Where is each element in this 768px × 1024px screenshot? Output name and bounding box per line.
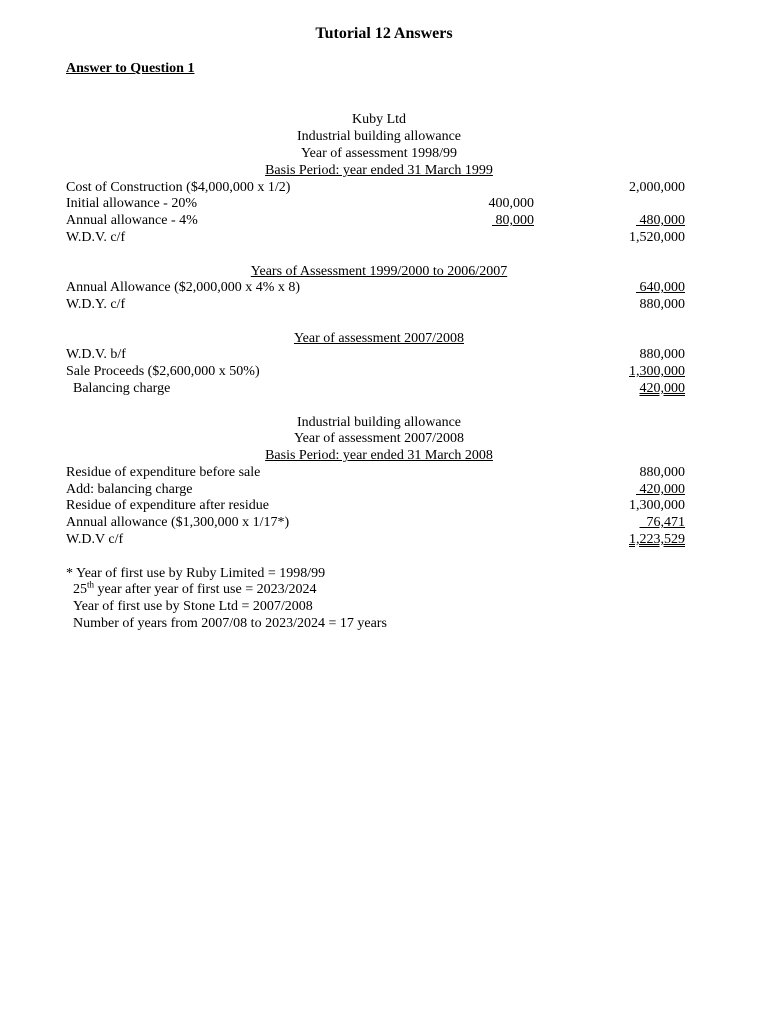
table-row xyxy=(0,212,768,229)
section3-heading-line xyxy=(0,330,768,347)
row-right-value: 420,000 xyxy=(636,482,685,497)
table-row xyxy=(0,179,768,196)
section1-subheading: Industrial building allowance xyxy=(296,129,462,144)
table-row xyxy=(0,514,768,531)
table-row xyxy=(0,195,768,212)
row-right-value: 480,000 xyxy=(636,213,685,228)
section4-year: Year of assessment 2007/2008 xyxy=(293,431,465,446)
row-label: Balancing charge xyxy=(73,381,171,396)
table-row xyxy=(0,363,768,380)
section1-year: Year of assessment 1998/99 xyxy=(300,146,458,161)
row-label: W.D.V. c/f xyxy=(66,230,126,245)
row-right-value: 1,223,529 xyxy=(629,532,685,547)
section2-heading: Years of Assessment 1999/2000 to 2006/2007 xyxy=(250,264,508,279)
section4-basis: Basis Period: year ended 31 March 2008 xyxy=(265,448,493,463)
row-right-value: 880,000 xyxy=(639,297,685,312)
question-heading: Answer to Question 1 xyxy=(66,61,195,76)
note-text: Year of first use by Stone Ltd = 2007/2008 xyxy=(73,599,313,614)
note-superscript: th xyxy=(87,579,95,590)
row-label: Annual allowance - 4% xyxy=(66,213,198,228)
row-label: W.D.V. b/f xyxy=(66,347,126,362)
row-right-value: 76,471 xyxy=(639,515,685,530)
section1-year-line xyxy=(0,145,768,162)
table-row xyxy=(0,296,768,313)
note-rest: year after year of first use = 2023/2024 xyxy=(94,582,317,597)
section4-basis-line xyxy=(0,447,768,464)
row-label: Add: balancing charge xyxy=(66,482,193,497)
section4-subheading: Industrial building allowance xyxy=(296,415,462,430)
note-line xyxy=(0,598,768,615)
table-row xyxy=(0,229,768,246)
row-mid-value: 400,000 xyxy=(488,196,534,211)
page-title: Tutorial 12 Answers xyxy=(315,25,453,42)
row-label: Sale Proceeds ($2,600,000 x 50%) xyxy=(66,364,260,379)
row-label: Residue of expenditure before sale xyxy=(66,465,261,480)
note-line xyxy=(0,565,768,582)
row-right-value: 880,000 xyxy=(639,347,685,362)
section2-heading-line xyxy=(0,263,768,280)
row-right-value: 1,300,000 xyxy=(629,364,685,379)
table-row xyxy=(0,481,768,498)
row-label: W.D.V c/f xyxy=(66,532,124,547)
row-right-value: 640,000 xyxy=(636,280,685,295)
table-row xyxy=(0,346,768,363)
note-line xyxy=(0,581,768,598)
row-label: Cost of Construction ($4,000,000 x 1/2) xyxy=(66,180,291,195)
row-right-value: 880,000 xyxy=(639,465,685,480)
note-line xyxy=(0,615,768,632)
row-right-value: 1,520,000 xyxy=(629,230,685,245)
table-row xyxy=(0,464,768,481)
table-row xyxy=(0,497,768,514)
section3-heading: Year of assessment 2007/2008 xyxy=(293,331,465,346)
row-label: W.D.Y. c/f xyxy=(66,297,126,312)
row-right-value: 420,000 xyxy=(639,381,685,396)
table-row xyxy=(0,279,768,296)
company-name: Kuby Ltd xyxy=(351,112,407,127)
section4-subheading-line xyxy=(0,414,768,431)
note-text xyxy=(73,581,317,598)
row-label: Annual Allowance ($2,000,000 x 4% x 8) xyxy=(66,280,301,295)
row-label: Annual allowance ($1,300,000 x 1/17*) xyxy=(66,515,290,530)
note-number: 25 xyxy=(73,582,87,597)
section1-subheading-line xyxy=(0,128,768,145)
section4-year-line xyxy=(0,430,768,447)
section1-basis-line xyxy=(0,162,768,179)
row-label: Residue of expenditure after residue xyxy=(66,498,269,513)
table-row xyxy=(0,380,768,397)
row-right-value: 1,300,000 xyxy=(629,498,685,513)
note-text: Number of years from 2007/08 to 2023/2024 = 17 years xyxy=(73,616,387,631)
note-text: * Year of first use by Ruby Limited = 1998/99 xyxy=(66,566,326,581)
row-mid-value: 80,000 xyxy=(492,213,534,228)
row-right-value: 2,000,000 xyxy=(629,180,685,195)
row-label: Initial allowance - 20% xyxy=(66,196,198,211)
table-row xyxy=(0,531,768,548)
company-name-line xyxy=(0,111,768,128)
section1-basis: Basis Period: year ended 31 March 1999 xyxy=(265,163,493,178)
